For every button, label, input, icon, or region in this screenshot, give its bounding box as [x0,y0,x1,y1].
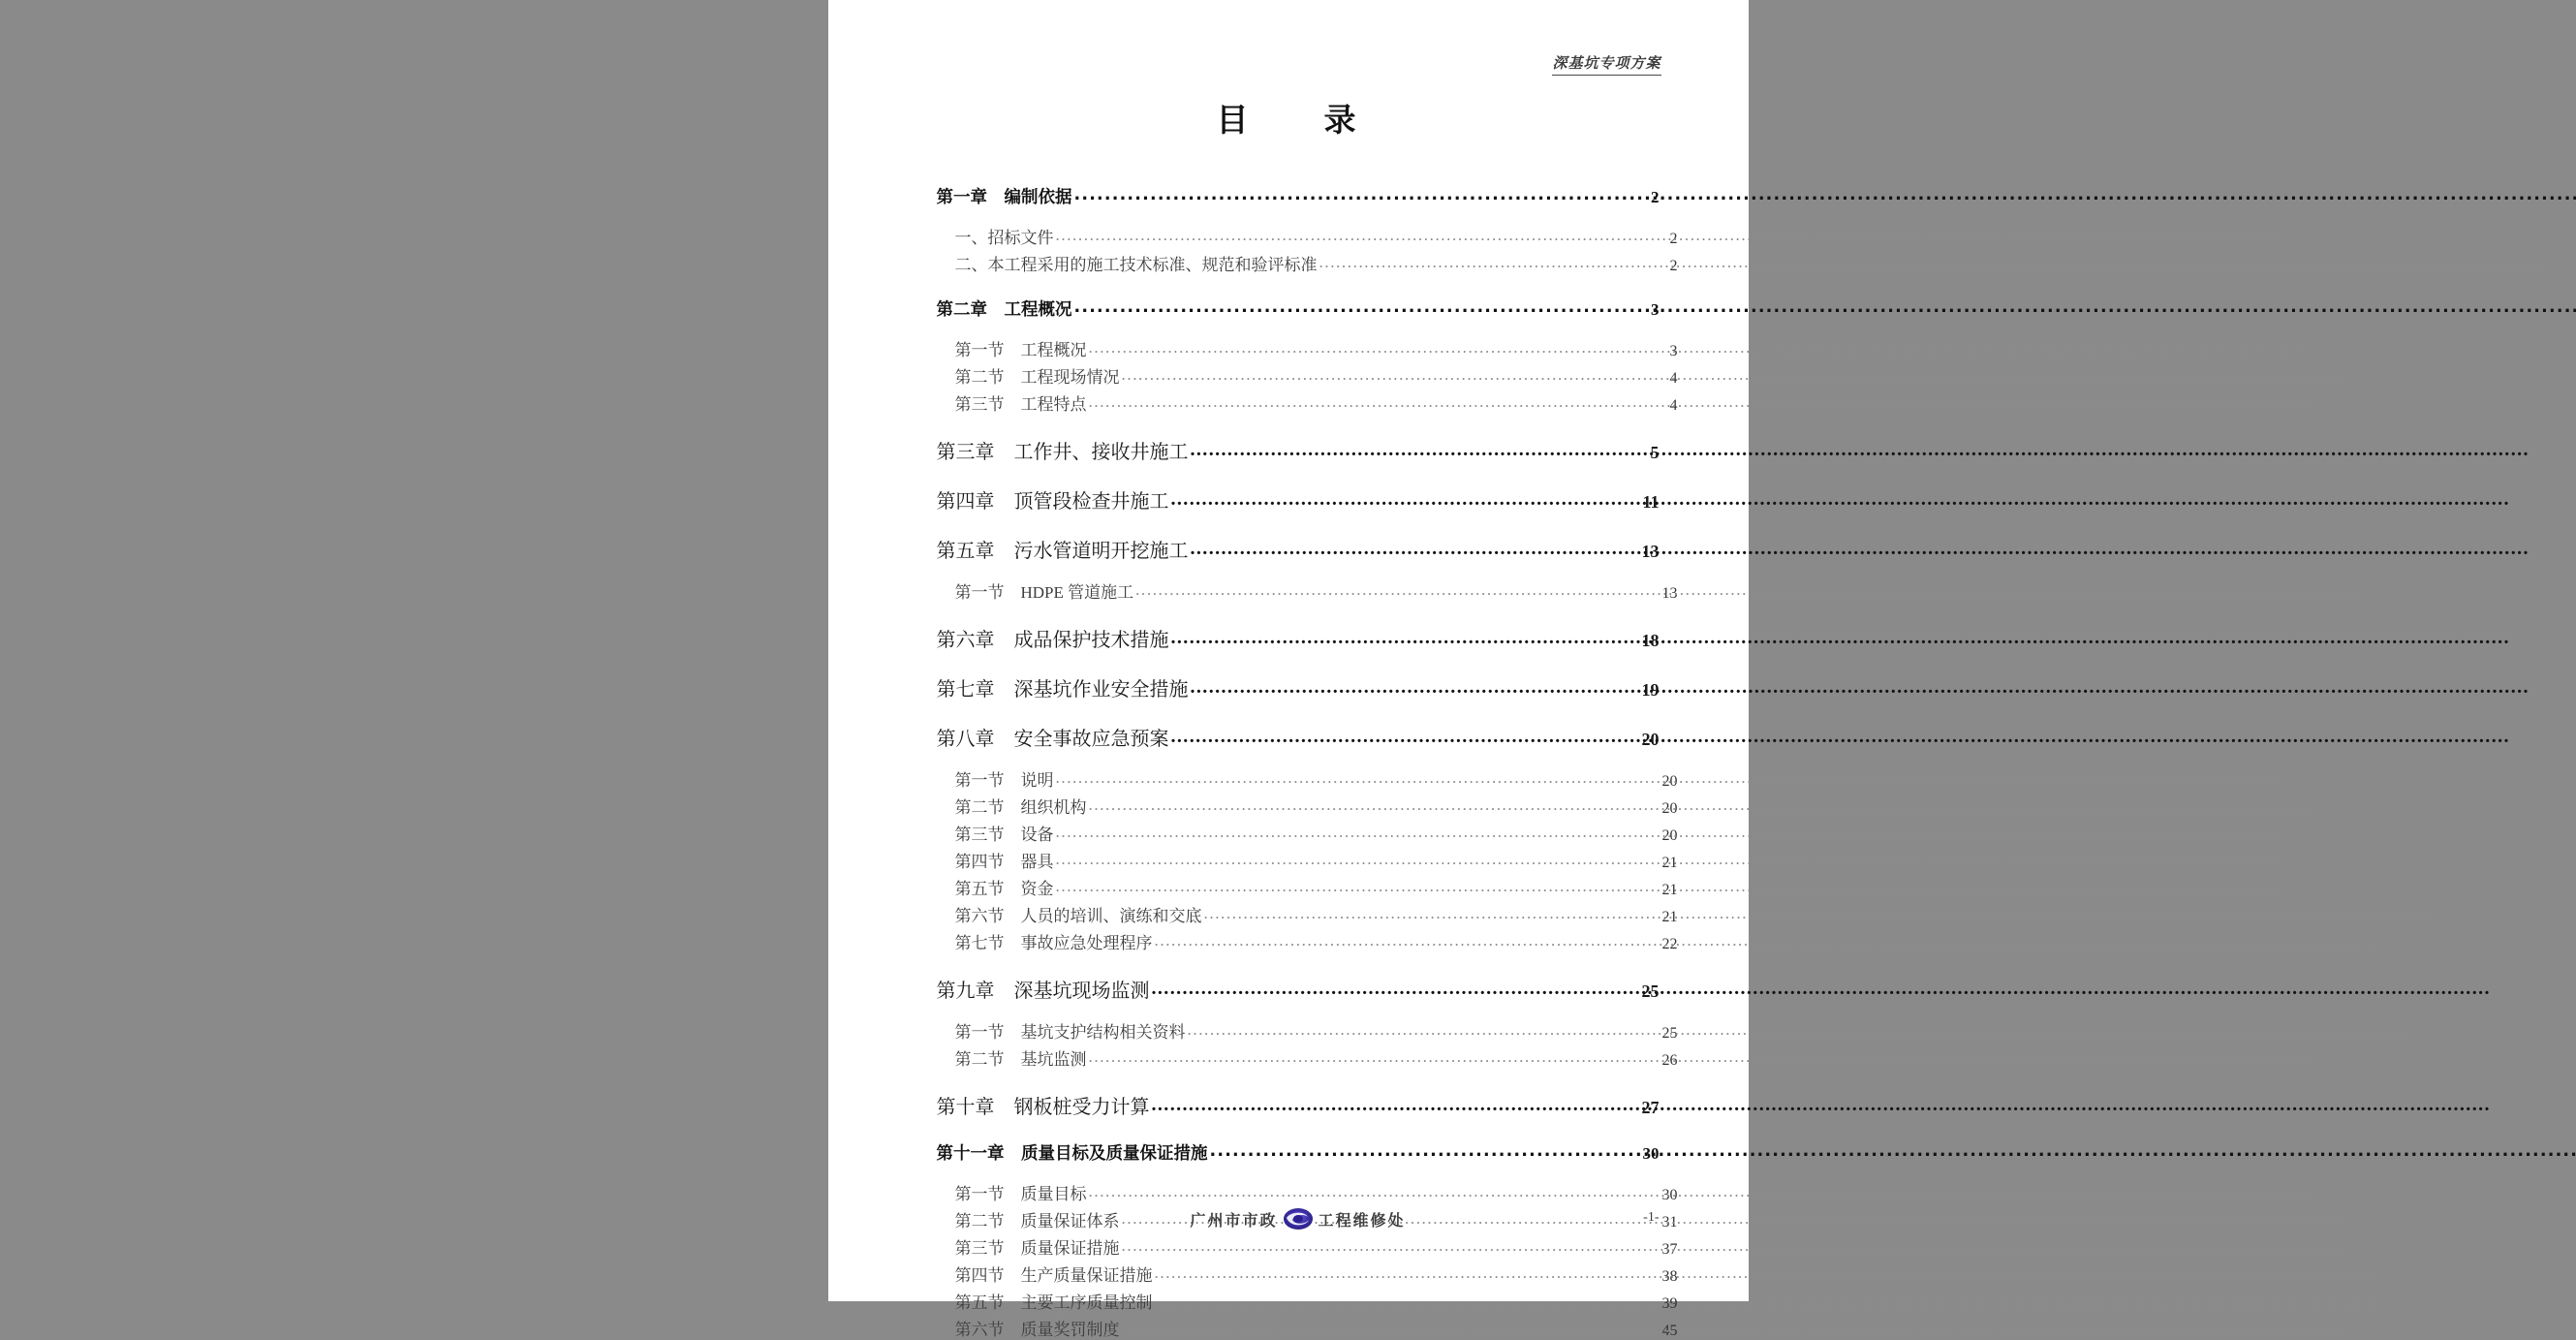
toc-entry-page: 13 [1641,542,1660,561]
page-title: 目 录 [1216,104,1360,139]
toc-entry-page: 21 [1661,909,1678,925]
toc-entry-label: 第五节 资金 [954,880,1054,898]
toc-section-entry[interactable] [955,821,1678,845]
toc-dot-leader [1056,823,1660,842]
toc-dot-leader [1191,676,1639,699]
toc-dot-leader [1191,538,1639,560]
toc-entry-page: 31 [1661,1214,1678,1231]
toc-dot-leader [1171,627,1639,649]
toc-dot-leader [1135,580,1659,600]
toc-entry-page: 25 [1661,1025,1678,1042]
toc-entry-label: 二、本工程采用的施工技术标准、规范和验评标准 [954,256,1318,274]
toc-section-entry[interactable] [955,336,1678,360]
toc-dot-leader [1089,795,1660,815]
toc-section-entry[interactable] [955,390,1678,415]
toc-chapter-entry[interactable] [937,1091,1660,1119]
toc-dot-leader [1089,1047,1660,1067]
toc-dot-leader [1210,1141,1640,1161]
toc-entry-page: 30 [1661,1187,1678,1203]
toc-chapter-entry[interactable] [937,535,1660,563]
toc-entry-label: 一、招标文件 [954,229,1054,247]
toc-entry-label: 第一节 基坑支护结构相关资料 [954,1023,1186,1042]
toc-chapter-entry[interactable] [937,673,1660,701]
toc-entry-label: 第九章 深基坑现场监测 [936,981,1150,1002]
toc-entry-label: 第四节 生产质量保证措施 [954,1266,1153,1285]
toc-dot-leader [1074,185,1649,204]
toc-entry-page: 11 [1642,492,1660,512]
toc-section-entry[interactable] [955,1316,1678,1340]
toc-entry-page: 39 [1661,1295,1678,1312]
toc-section-entry[interactable] [955,1018,1678,1043]
toc-entry-label: 第三节 质量保证措施 [954,1239,1120,1258]
toc-dot-leader [1155,931,1660,950]
toc-entry-label: 第四节 器具 [954,853,1054,871]
toc-section-entry[interactable] [955,766,1678,791]
toc-chapter-entry[interactable] [937,436,1660,464]
toc-entry-page: 20 [1661,827,1678,844]
toc-entry-page: 2 [1651,188,1660,206]
toc-dot-leader [1089,392,1667,412]
toc-entry-label: 第二节 工程现场情况 [954,368,1120,387]
toc-entry-label: 第七章 深基坑作业安全措施 [936,679,1189,701]
toc-dot-leader [1188,1020,1660,1040]
toc-entry-label: 第四章 顶管段检查井施工 [936,491,1169,513]
toc-dot-leader [1152,1094,1639,1116]
toc-chapter-entry[interactable] [937,975,1660,1003]
document-page [828,0,1749,1339]
toc-chapter-entry[interactable] [937,485,1660,514]
toc-dot-leader [1171,726,1639,748]
toc-chapter-entry[interactable] [937,1140,1660,1165]
toc-entry-label: 第三节 设备 [954,826,1054,844]
toc-entry-page: 4 [1669,397,1678,414]
toc-dot-leader [1056,226,1667,245]
toc-dot-leader [1056,768,1660,788]
toc-entry-page: 38 [1661,1268,1678,1285]
toc-entry-label: 第八章 安全事故应急预案 [936,729,1169,750]
toc-section-entry[interactable] [955,929,1678,953]
toc-entry-label: 第一节 说明 [954,771,1054,790]
toc-dot-leader [1056,850,1660,869]
toc-dot-leader [1056,877,1660,896]
toc-dot-leader [1122,1318,1660,1337]
toc-entry-page: 45 [1661,1323,1678,1339]
toc-entry-page: 20 [1661,800,1678,817]
toc-entry-label: 第六章 成品保护技术措施 [936,630,1169,651]
toc-dot-leader [1089,338,1667,358]
toc-entry-label: 第二节 基坑监测 [954,1050,1087,1069]
toc-entry-page: 21 [1661,855,1678,871]
toc-entry-page: 20 [1661,773,1678,790]
toc-section-entry[interactable] [955,875,1678,899]
toc-entry-page: 20 [1641,730,1660,749]
toc-dot-leader [1155,1291,1660,1310]
toc-entry-page: 4 [1669,370,1678,387]
toc-entry-label: 第六节 人员的培训、演练和交底 [954,907,1202,925]
toc-section-entry[interactable] [955,363,1678,388]
toc-section-entry[interactable] [955,902,1678,926]
toc-chapter-entry[interactable] [937,296,1660,321]
footer-text-left: 广州市市政 [1190,1212,1278,1230]
toc-dot-leader [1171,488,1640,511]
toc-section-entry[interactable] [955,578,1678,603]
toc-entry-label: 第七节 事故应急处理程序 [954,934,1153,952]
toc-entry-page: 2 [1669,231,1678,247]
toc-dot-leader [1089,1182,1660,1201]
toc-entry-label: 第二节 组织机构 [954,798,1087,817]
toc-section-entry[interactable] [955,848,1678,872]
toc-entry-page: 3 [1651,300,1660,319]
toc-entry-label: 第一节 HDPE 管道施工 [954,583,1134,602]
toc-section-entry[interactable] [955,1045,1678,1070]
toc-chapter-entry[interactable] [937,624,1660,652]
toc-entry-label: 第一节 工程概况 [954,341,1087,359]
toc-section-entry[interactable] [955,224,1678,248]
toc-section-entry[interactable] [955,251,1678,275]
page-footer [937,1204,1660,1243]
toc-entry-page: 25 [1641,982,1660,1001]
toc-entry-label: 第二章 工程概况 [936,300,1072,320]
toc-entry-label: 第二节 质量保证体系 [954,1212,1120,1231]
toc-entry-page: 19 [1641,680,1660,700]
toc-dot-leader [1152,978,1639,1000]
toc-entry-page: 2 [1669,258,1678,274]
footer-text-right: 工程维修处 [1318,1212,1406,1230]
toc-dot-leader [1155,1263,1660,1283]
toc-section-entry[interactable] [955,1262,1678,1286]
toc-entry-label: 第一节 质量目标 [954,1185,1087,1203]
toc-dot-leader [1204,904,1660,923]
toc-entry-label: 第六节 质量奖罚制度 [954,1321,1120,1339]
toc-dot-leader [1319,253,1667,272]
toc-entry-label: 第一章 编制依据 [936,188,1072,207]
footer-org-line [937,1204,1660,1233]
toc-entry-label: 第十章 钢板桩受力计算 [936,1097,1150,1118]
toc-entry-page: 37 [1661,1241,1678,1258]
toc-section-entry[interactable] [955,794,1678,818]
toc-entry-page: 27 [1641,1098,1660,1117]
toc-entry-label: 第三章 工作井、接收井施工 [936,442,1189,463]
swirl-logo-icon [1282,1204,1315,1233]
toc-entry-label: 第十一章 质量目标及质量保证措施 [936,1144,1208,1164]
toc-dot-leader [1122,365,1667,385]
toc-entry-page: 13 [1661,585,1678,602]
toc-chapter-entry[interactable] [937,723,1660,751]
toc-section-entry[interactable] [955,1180,1678,1204]
toc-entry-page: 30 [1642,1144,1660,1163]
toc-entry-label: 第三节 工程特点 [954,395,1087,414]
toc-entry-label: 第五节 主要工序质量控制 [954,1293,1153,1312]
page-number: -1- [1643,1210,1660,1225]
toc-entry-page: 26 [1661,1052,1678,1069]
toc-entry-page: 18 [1641,631,1660,650]
toc-chapter-entry[interactable] [937,184,1660,208]
table-of-contents [936,184,1678,1340]
toc-dot-leader [1074,297,1649,317]
toc-entry-page: 21 [1661,882,1678,898]
toc-dot-leader [1191,439,1648,461]
toc-entry-page: 22 [1661,936,1678,952]
running-header: 深基坑专项方案 [1552,56,1660,76]
toc-entry-page: 5 [1650,443,1660,462]
toc-entry-label: 第五章 污水管道明开挖施工 [936,541,1189,562]
toc-entry-page: 3 [1669,343,1678,359]
toc-section-entry[interactable] [955,1289,1678,1313]
